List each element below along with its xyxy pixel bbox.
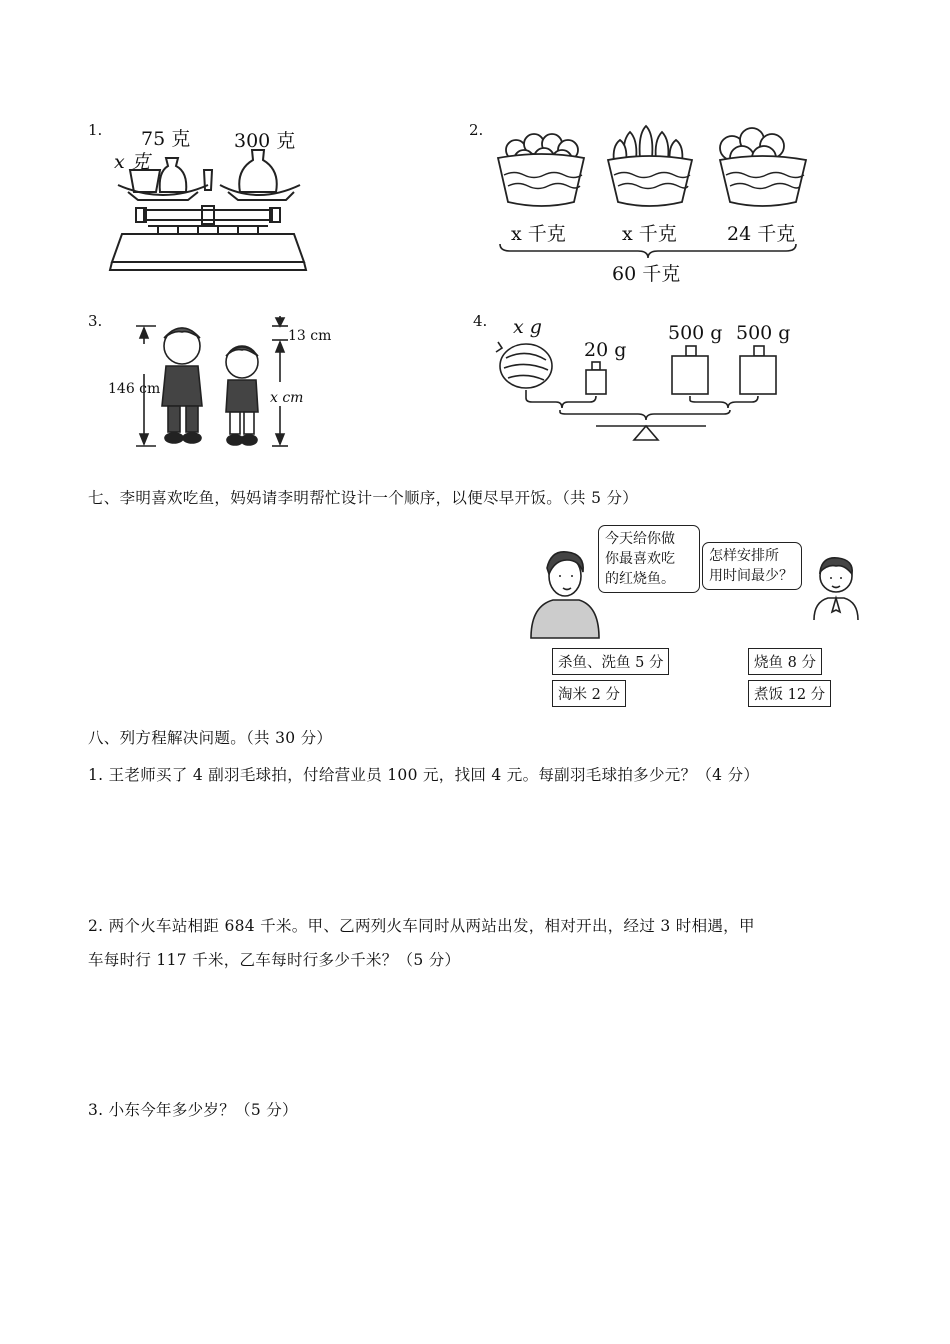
mother-bubble-line-3: 的红烧鱼。: [605, 571, 675, 587]
figure-2-number: 2.: [469, 121, 484, 139]
figure-4-weight-3: 500 g: [736, 322, 791, 344]
figure-4-weight-1: 20 g: [584, 339, 627, 361]
baskets-drawing: [494, 120, 814, 220]
task-box-fish-prep: 杀鱼、洗鱼 5 分: [552, 648, 669, 675]
figure-2-label-1: x 千克: [511, 223, 566, 245]
question-2-line-2: 车每时行 117 千米，乙车每时行多少千米？（5 分）: [88, 951, 461, 969]
figure-2-label-2: x 千克: [622, 223, 677, 245]
balance-scale-drawing: [108, 150, 308, 275]
total-brace: [498, 242, 798, 260]
mother-bubble-line-2: 你最喜欢吃: [605, 551, 675, 567]
figure-1-left-weight-label: 75 克: [141, 128, 191, 150]
section-7-title: 七、李明喜欢吃鱼，妈妈请李明帮忙设计一个顺序，以便尽早开饭。（共 5 分）: [88, 489, 639, 507]
figure-4-number: 4.: [473, 312, 488, 330]
question-2-line-1: 2. 两个火车站相距 684 千米。甲、乙两列火车同时从两站出发，相对开出，经过 3 时相遇，甲: [88, 917, 755, 935]
boy-bubble-line-2: 用时间最少？: [709, 568, 793, 584]
figure-4-x-label: x g: [513, 316, 542, 338]
boy-illustration: [808, 552, 864, 620]
lever-drawing: [496, 338, 796, 442]
task-box-cook-rice: 煮饭 12 分: [748, 680, 831, 707]
figure-2-total: 60 千克: [612, 263, 681, 285]
figure-4-weight-2: 500 g: [668, 322, 723, 344]
task-box-wash-rice: 淘米 2 分: [552, 680, 626, 707]
figure-3-number: 3.: [88, 312, 103, 330]
task-box-cook-fish: 烧鱼 8 分: [748, 648, 822, 675]
figure-1-right-weight-label: 300 克: [234, 130, 296, 152]
section-8-title: 八、列方程解决问题。（共 30 分）: [88, 729, 333, 747]
figure-3-diff: 13 cm: [288, 328, 332, 344]
figure-2-label-3: 24 千克: [727, 223, 796, 245]
question-1: 1. 王老师买了 4 副羽毛球拍，付给营业员 100 元，找回 4 元。每副羽毛球拍多少元？（4 分）: [88, 766, 760, 784]
figure-3-right-height: x cm: [270, 390, 304, 406]
figure-1-number: 1.: [88, 121, 103, 139]
boy-speech-bubble: [702, 542, 802, 590]
mother-illustration: [527, 548, 602, 638]
figure-3-left-height: 146 cm: [108, 381, 161, 397]
boy-bubble-line-1: 怎样安排所: [709, 548, 779, 564]
question-3: 3. 小东今年多少岁？（5 分）: [88, 1101, 298, 1119]
mother-speech-bubble: [598, 525, 700, 593]
figure-1-x-label: x 克: [114, 151, 150, 173]
mother-bubble-line-1: 今天给你做: [605, 531, 675, 547]
